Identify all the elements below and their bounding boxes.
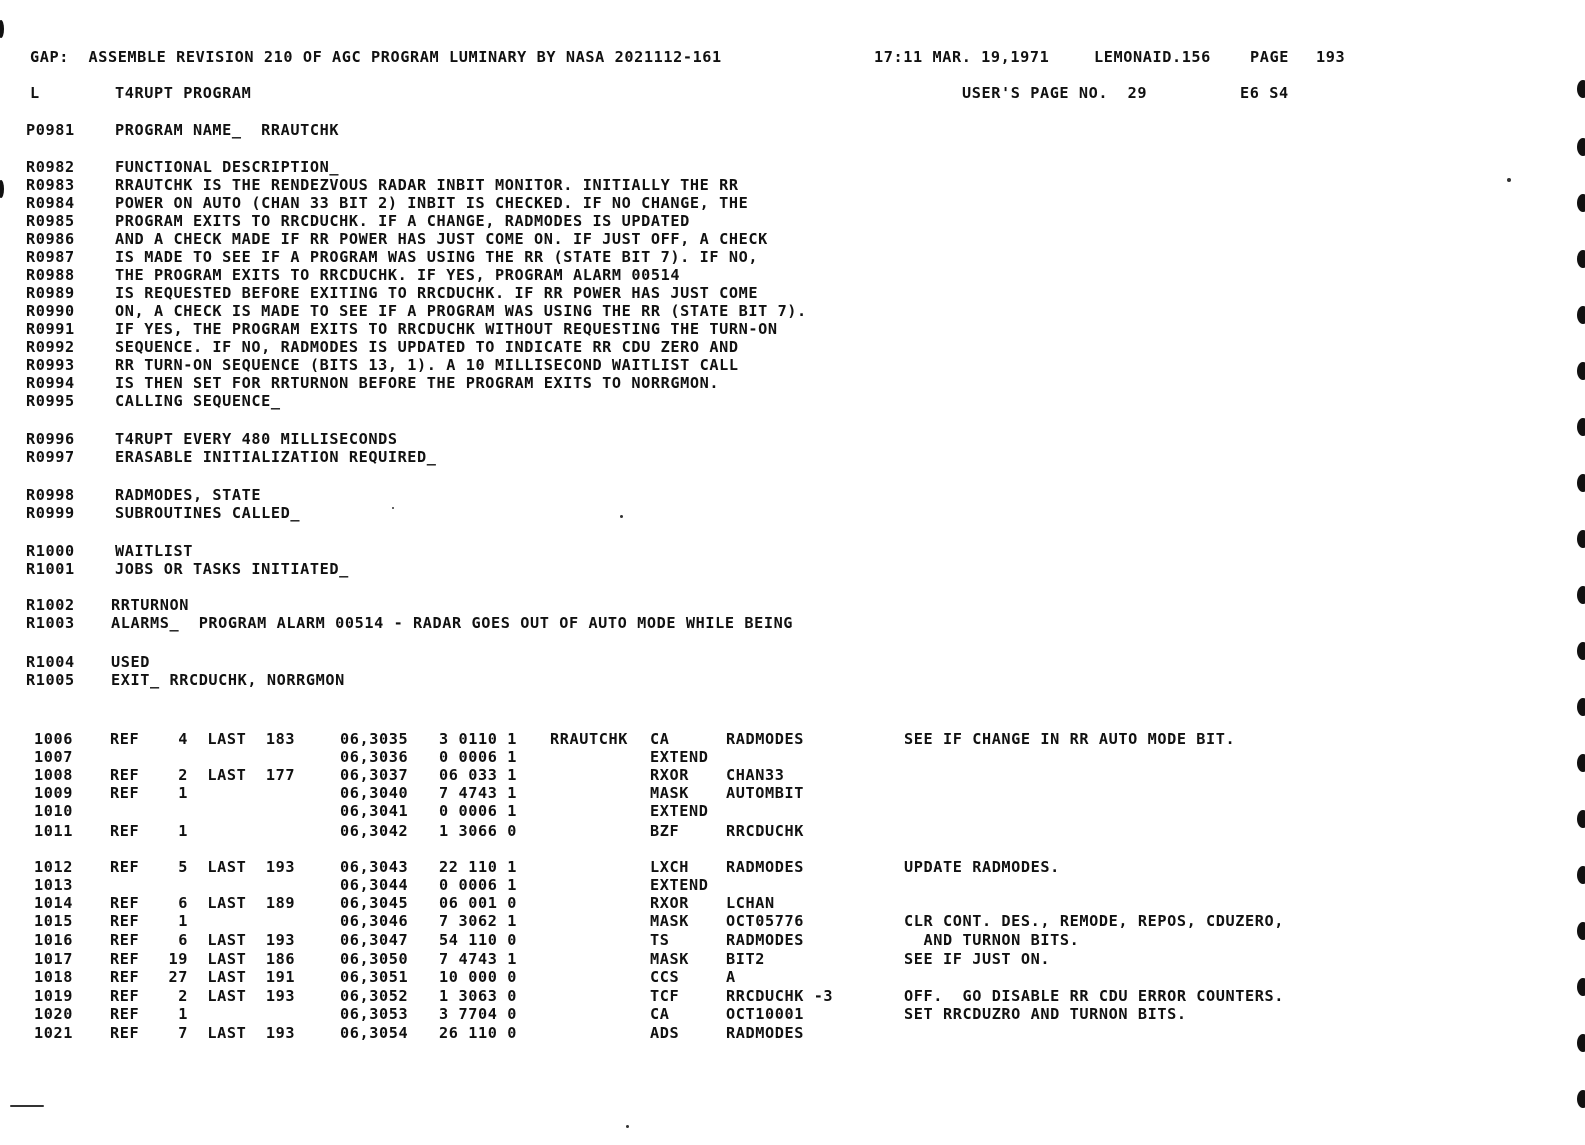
line-number: R0982 (26, 158, 75, 176)
address: 06,3041 (340, 802, 409, 820)
line-number: R1002 (26, 596, 75, 614)
operand: RRCDUCHK -3 (726, 987, 834, 1005)
page-label: PAGE (1250, 48, 1289, 66)
octal-word: 1 3063 0 (439, 987, 517, 1005)
ref-info: REF 1 (110, 1005, 188, 1023)
line-number: R0992 (26, 338, 75, 356)
operand: RADMODES (726, 931, 804, 949)
code-line-number: 1010 (34, 802, 73, 820)
address: 06,3047 (340, 931, 409, 949)
comment-text: USED (111, 653, 150, 671)
address: 06,3040 (340, 784, 409, 802)
address: 06,3050 (340, 950, 409, 968)
code-comment: SEE IF CHANGE IN RR AUTO MODE BIT. (904, 730, 1236, 748)
octal-word: 3 0110 1 (439, 730, 517, 748)
line-number: R0986 (26, 230, 75, 248)
opcode: EXTEND (650, 876, 709, 894)
code-line-number: 1017 (34, 950, 73, 968)
comment-text: FUNCTIONAL DESCRIPTION_ (115, 158, 340, 176)
line-number: R1004 (26, 653, 75, 671)
address: 06,3043 (340, 858, 409, 876)
octal-word: 0 0006 1 (439, 748, 517, 766)
code-line-number: 1013 (34, 876, 73, 894)
ref-info: REF 1 (110, 822, 188, 840)
comment-text: ERASABLE INITIALIZATION REQUIRED_ (115, 448, 437, 466)
opcode: ADS (650, 1024, 680, 1042)
line-number: R0995 (26, 392, 75, 410)
comment-text: IS THEN SET FOR RRTURNON BEFORE THE PROGRAM EXITS TO NORRGMON. (115, 374, 720, 392)
line-number: R1001 (26, 560, 75, 578)
octal-word: 54 110 0 (439, 931, 517, 949)
punch-hole (1577, 642, 1585, 660)
address: 06,3052 (340, 987, 409, 1005)
punch-hole (1577, 922, 1585, 940)
comment-text: T4RUPT EVERY 480 MILLISECONDS (115, 430, 398, 448)
comment-text: SUBROUTINES CALLED_ (115, 504, 301, 522)
punch-hole (1577, 306, 1585, 324)
octal-word: 0 0006 1 (439, 876, 517, 894)
punch-hole (1577, 754, 1585, 772)
comment-text: AND A CHECK MADE IF RR POWER HAS JUST COME ON. IF JUST OFF, A CHECK (115, 230, 768, 248)
line-number: R0991 (26, 320, 75, 338)
scan-speck (10, 1105, 44, 1107)
comment-text: JOBS OR TASKS INITIATED_ (115, 560, 349, 578)
address: 06,3046 (340, 912, 409, 930)
scan-speck (1507, 178, 1511, 182)
address: 06,3036 (340, 748, 409, 766)
opcode: EXTEND (650, 802, 709, 820)
line-number: R0983 (26, 176, 75, 194)
address: 06,3051 (340, 968, 409, 986)
comment-text: RRAUTCHK IS THE RENDEZVOUS RADAR INBIT MONITOR. INITIALLY THE RR (115, 176, 739, 194)
comment-text: CALLING SEQUENCE_ (115, 392, 281, 410)
opcode: CA (650, 1005, 670, 1023)
line-number: R0984 (26, 194, 75, 212)
operand: AUTOMBIT (726, 784, 804, 802)
opcode: BZF (650, 822, 680, 840)
scan-speck (626, 1125, 629, 1128)
punch-hole (1577, 1034, 1585, 1052)
operand: LCHAN (726, 894, 775, 912)
opcode: LXCH (650, 858, 689, 876)
punch-hole (0, 20, 4, 38)
line-number: R0990 (26, 302, 75, 320)
comment-text: POWER ON AUTO (CHAN 33 BIT 2) INBIT IS CHECKED. IF NO CHANGE, THE (115, 194, 749, 212)
operand: RRCDUCHK (726, 822, 804, 840)
octal-word: 10 000 0 (439, 968, 517, 986)
punch-hole (1577, 194, 1585, 212)
line-number: R0987 (26, 248, 75, 266)
ref-info: REF 27 LAST 191 (110, 968, 296, 986)
punch-hole (1577, 530, 1585, 548)
code-comment: CLR CONT. DES., REMODE, REPOS, CDUZERO, (904, 912, 1285, 930)
line-number: R0993 (26, 356, 75, 374)
edition-code: E6 S4 (1240, 84, 1289, 102)
comment-text: PROGRAM EXITS TO RRCDUCHK. IF A CHANGE, RADMODES IS UPDATED (115, 212, 690, 230)
octal-word: 06 001 0 (439, 894, 517, 912)
code-comment: AND TURNON BITS. (904, 931, 1080, 949)
punch-hole (1577, 698, 1585, 716)
opcode: CCS (650, 968, 680, 986)
line-number: R0985 (26, 212, 75, 230)
address: 06,3044 (340, 876, 409, 894)
opcode: TCF (650, 987, 680, 1005)
line-number: R0998 (26, 486, 75, 504)
octal-word: 3 7704 0 (439, 1005, 517, 1023)
punch-hole (1577, 138, 1585, 156)
comment-text: RR TURN-ON SEQUENCE (BITS 13, 1). A 10 MILLISECOND WAITLIST CALL (115, 356, 739, 374)
ref-info: REF 6 LAST 189 (110, 894, 296, 912)
ref-info: REF 6 LAST 193 (110, 931, 296, 949)
code-line-number: 1018 (34, 968, 73, 986)
operand: BIT2 (726, 950, 765, 968)
operand: RADMODES (726, 730, 804, 748)
punch-hole (1577, 586, 1585, 604)
code-line-number: 1008 (34, 766, 73, 784)
scan-speck (620, 515, 623, 518)
punch-hole (1577, 1090, 1585, 1108)
code-line-number: 1020 (34, 1005, 73, 1023)
octal-word: 26 110 0 (439, 1024, 517, 1042)
code-line-number: 1015 (34, 912, 73, 930)
users-page-number: USER'S PAGE NO. 29 (962, 84, 1148, 102)
code-line-number: 1019 (34, 987, 73, 1005)
address: 06,3053 (340, 1005, 409, 1023)
octal-word: 06 033 1 (439, 766, 517, 784)
opcode: CA (650, 730, 670, 748)
line-number: R0994 (26, 374, 75, 392)
comment-text: RRTURNON (111, 596, 189, 614)
punch-hole (1577, 362, 1585, 380)
ref-info: REF 1 (110, 912, 188, 930)
punch-hole (0, 180, 4, 198)
octal-word: 7 4743 1 (439, 950, 517, 968)
punch-hole (1577, 474, 1585, 492)
line-number: R0997 (26, 448, 75, 466)
code-line-number: 1014 (34, 894, 73, 912)
octal-word: 1 3066 0 (439, 822, 517, 840)
opcode: TS (650, 931, 670, 949)
line-number: R0999 (26, 504, 75, 522)
page-title: T4RUPT PROGRAM (115, 84, 252, 102)
comment-text: PROGRAM NAME_ RRAUTCHK (115, 121, 340, 139)
address: 06,3045 (340, 894, 409, 912)
code-line-number: 1007 (34, 748, 73, 766)
operand: RADMODES (726, 1024, 804, 1042)
code-comment: UPDATE RADMODES. (904, 858, 1060, 876)
code-line-number: 1009 (34, 784, 73, 802)
job-name: LEMONAID.156 (1094, 48, 1211, 66)
line-number: R1003 (26, 614, 75, 632)
comment-text: ALARMS_ PROGRAM ALARM 00514 - RADAR GOES OUT OF AUTO MODE WHILE BEING (111, 614, 794, 632)
comment-text: RADMODES, STATE (115, 486, 262, 504)
opcode: MASK (650, 784, 689, 802)
ref-info: REF 5 LAST 193 (110, 858, 296, 876)
code-label: RRAUTCHK (550, 730, 628, 748)
operand: OCT10001 (726, 1005, 804, 1023)
octal-word: 22 110 1 (439, 858, 517, 876)
octal-word: 7 4743 1 (439, 784, 517, 802)
comment-text: IS REQUESTED BEFORE EXITING TO RRCDUCHK. IF RR POWER HAS JUST COME (115, 284, 759, 302)
code-line-number: 1006 (34, 730, 73, 748)
punch-hole (1577, 418, 1585, 436)
comment-text: IF YES, THE PROGRAM EXITS TO RRCDUCHK WITHOUT REQUESTING THE TURN-ON (115, 320, 778, 338)
page-number: 193 (1316, 48, 1346, 66)
code-line-number: 1021 (34, 1024, 73, 1042)
address: 06,3054 (340, 1024, 409, 1042)
ref-info: REF 19 LAST 186 (110, 950, 296, 968)
type-code: L (30, 84, 40, 102)
comment-text: THE PROGRAM EXITS TO RRCDUCHK. IF YES, PROGRAM ALARM 00514 (115, 266, 681, 284)
opcode: MASK (650, 912, 689, 930)
line-number: R1000 (26, 542, 75, 560)
octal-word: 0 0006 1 (439, 802, 517, 820)
line-number: R0989 (26, 284, 75, 302)
octal-word: 7 3062 1 (439, 912, 517, 930)
assembly-header: GAP: ASSEMBLE REVISION 210 OF AGC PROGRAM LUMINARY BY NASA 2021112-161 (30, 48, 722, 66)
ref-info: REF 2 LAST 193 (110, 987, 296, 1005)
line-number: P0981 (26, 121, 75, 139)
punch-hole (1577, 866, 1585, 884)
opcode: RXOR (650, 766, 689, 784)
ref-info: REF 4 LAST 183 (110, 730, 296, 748)
address: 06,3035 (340, 730, 409, 748)
line-number: R0996 (26, 430, 75, 448)
comment-text: EXIT_ RRCDUCHK, NORRGMON (111, 671, 345, 689)
ref-info: REF 2 LAST 177 (110, 766, 296, 784)
opcode: MASK (650, 950, 689, 968)
code-line-number: 1016 (34, 931, 73, 949)
comment-text: ON, A CHECK IS MADE TO SEE IF A PROGRAM WAS USING THE RR (STATE BIT 7). (115, 302, 807, 320)
comment-text: SEQUENCE. IF NO, RADMODES IS UPDATED TO INDICATE RR CDU ZERO AND (115, 338, 739, 356)
code-comment: SEE IF JUST ON. (904, 950, 1051, 968)
ref-info: REF 7 LAST 193 (110, 1024, 296, 1042)
punch-hole (1577, 80, 1585, 98)
opcode: EXTEND (650, 748, 709, 766)
address: 06,3037 (340, 766, 409, 784)
line-number: R1005 (26, 671, 75, 689)
opcode: RXOR (650, 894, 689, 912)
punch-hole (1577, 978, 1585, 996)
code-line-number: 1011 (34, 822, 73, 840)
ref-info: REF 1 (110, 784, 188, 802)
code-comment: OFF. GO DISABLE RR CDU ERROR COUNTERS. (904, 987, 1285, 1005)
scan-speck (392, 507, 394, 509)
operand: OCT05776 (726, 912, 804, 930)
comment-text: WAITLIST (115, 542, 193, 560)
address: 06,3042 (340, 822, 409, 840)
punch-hole (1577, 250, 1585, 268)
operand: CHAN33 (726, 766, 785, 784)
operand: RADMODES (726, 858, 804, 876)
line-number: R0988 (26, 266, 75, 284)
comment-text: IS MADE TO SEE IF A PROGRAM WAS USING THE RR (STATE BIT 7). IF NO, (115, 248, 759, 266)
code-comment: SET RRCDUZRO AND TURNON BITS. (904, 1005, 1187, 1023)
timestamp: 17:11 MAR. 19,1971 (874, 48, 1050, 66)
punch-hole (1577, 810, 1585, 828)
code-line-number: 1012 (34, 858, 73, 876)
operand: A (726, 968, 736, 986)
